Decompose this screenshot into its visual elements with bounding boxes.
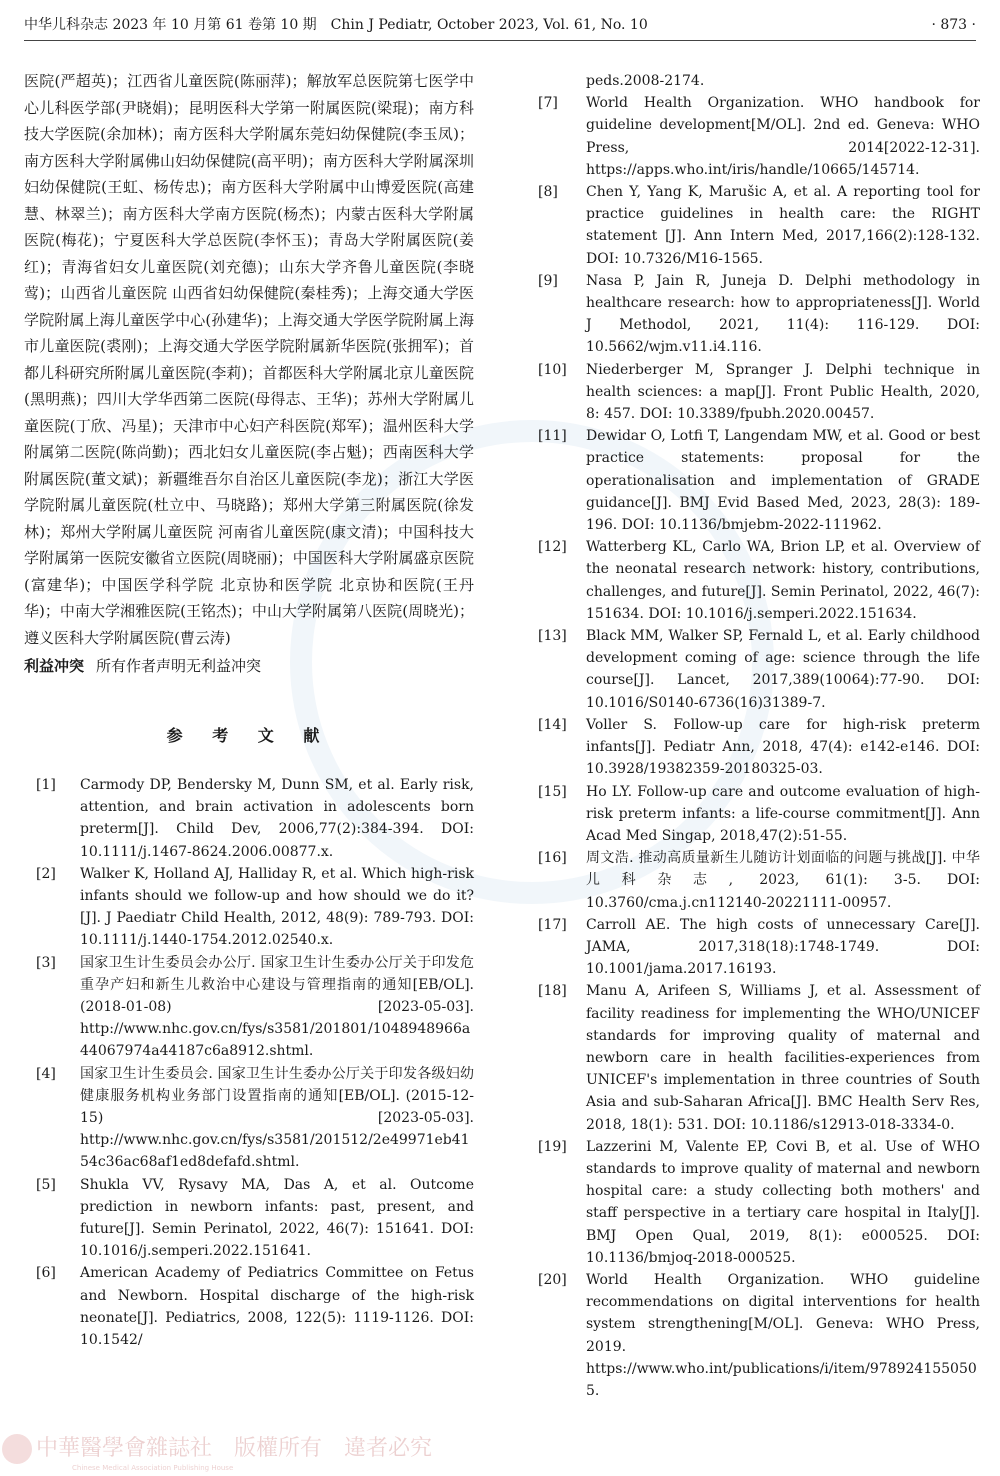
publisher-logo-icon — [2, 1434, 32, 1464]
reference-number: [10] — [538, 361, 567, 378]
reference-text: World Health Organization. WHO handbook for guideline development[M/OL]. 2nd ed. Geneva: WHO Press, 2014[2022-12-31]. https://apps.who.int/iris/handle/10665/145714. — [586, 95, 980, 178]
reference-number: [6] — [36, 1265, 56, 1282]
conflict-of-interest — [24, 653, 474, 679]
reference-text: Manu A, Arifeen S, Williams J, et al. Assessment of facility readiness for implementing the WHO/UNICEF standards for improving quality of maternal and newborn care in health facilities-experiences from UNICEF's implementation in three countries of South Asia and sub-Saharan Africa[J]. BMC Health Serv Res, 2018, 18(1): 531. DOI: 10.1186/s12913-018-3334-0. — [586, 983, 980, 1133]
reference-item — [24, 1262, 474, 1351]
reference-text: World Health Organization. WHO guideline recommendations on digital interventions for health system strengthening[M/OL]. Geneva: WHO Press, 2019. https://www.who.int/publications/i/item/9789241550505. — [586, 1271, 980, 1399]
publisher-watermark — [0, 1432, 460, 1476]
reference-text: Walker K, Holland AJ, Halliday R, et al. Which high-risk infants should we follow-up and how should we do it?[J]. J Paediatr Child Health, 2012, 48(9): 789-793. DOI: 10.1111/j.1440-1754.2012.02540.x. — [80, 865, 474, 949]
reference-item — [536, 625, 980, 714]
running-header — [24, 14, 976, 41]
reference-item — [24, 952, 474, 1063]
reference-number: [20] — [538, 1271, 567, 1288]
reference-number: [5] — [36, 1176, 56, 1193]
reference-text: 国家卫生计生委员会. 国家卫生计生委办公厅关于印发各级妇幼健康服务机构业务部门设置指南的通知[EB/OL]. (2015-12-15) [2023-05-03]. http://www.nhc.gov.cn/fys/s3581/201512/2e49971eb4154c36ac68af1ed8defafd.shtml. — [80, 1065, 474, 1171]
reference-item — [536, 425, 980, 536]
reference-item — [24, 1063, 474, 1174]
reference-item — [536, 270, 980, 359]
conflict-label: 利益冲突 — [24, 657, 85, 675]
reference-number: [9] — [538, 272, 558, 289]
reference-item — [24, 863, 474, 952]
reference-text: Black MM, Walker SP, Fernald L, et al. Early childhood development coming of age: science through the life course[J]. Lancet, 2017,389(10064):77-90. DOI: 10.1016/S0140-6736(16)31389-7. — [586, 628, 980, 711]
reference-number: [17] — [538, 916, 567, 933]
reference-number: [13] — [538, 628, 567, 645]
reference-text: Voller S. Follow-up care for high-risk preterm infants[J]. Pediatr Ann, 2018, 47(4): e142-e146. DOI: 10.3928/19382359-20180325-03. — [586, 716, 980, 778]
reference-number: [19] — [538, 1138, 567, 1155]
reference-number: [12] — [538, 539, 567, 556]
reference-text: Watterberg KL, Carlo WA, Brion LP, et al. Overview of the neonatal research network: history, contributions, challenges, and future[J]. Semin Perinatol, 2022, 46(7): 151634. DOI: 10.1016/j.semperi.2022.151634. — [586, 539, 980, 622]
reference-item — [536, 914, 980, 981]
reference-item — [536, 1136, 980, 1269]
reference-number: [18] — [538, 983, 567, 1000]
right-column — [536, 70, 980, 1402]
reference-text: Shukla VV, Rysavy MA, Das A, et al. Outcome prediction in newborn infants: past, present, and future[J]. Semin Perinatol, 2022, 46(7): 151641. DOI: 10.1016/j.semperi.2022.151641. — [80, 1176, 474, 1260]
reference-item — [24, 1174, 474, 1263]
reference-number: [16] — [538, 850, 567, 867]
reference-text: Lazzerini M, Valente EP, Covi B, et al. Use of WHO standards to improve quality of maternal and newborn hospital care: a study collecting both mothers' and staff perspective in a tertiary care hospital in Italy[J]. BMJ Open Qual, 2019, 8(1): e000525. DOI: 10.1136/bmjoq-2018-000525. — [586, 1138, 980, 1266]
reference-item — [536, 536, 980, 625]
reference-text: American Academy of Pediatrics Committee on Fetus and Newborn. Hospital discharge of the high-risk neonate[J]. Pediatrics, 2008, 122(5): 1119-1126. DOI: 10.1542/ — [80, 1265, 474, 1349]
reference-item — [536, 781, 980, 848]
reference-text: Carroll AE. The high costs of unnecessary Care[J]. JAMA, 2017,318(18):1748-1749. DOI: 10.1001/jama.2017.16193. — [586, 916, 980, 978]
publisher-name: 中華醫學會雜誌社 版權所有 違者必究 — [36, 1436, 433, 1461]
reference-number: [11] — [538, 428, 567, 445]
reference-text: 周文浩. 推动高质量新生儿随访计划面临的问题与挑战[J]. 中华儿科杂志, 2023, 61(1): 3-5. DOI: 10.3760/cma.j.cn112140-20221111-00957. — [586, 850, 980, 911]
reference-text: Dewidar O, Lotfi T, Langendam MW, et al. Good or best practice statements: proposal for the operationalisation and implementation of GRADE guidance[J]. BMJ Evid Based Med, 2023, 28(3): 189-196. DOI: 10.1136/bmjebm-2022-111962. — [586, 428, 980, 534]
reference-number: [2] — [36, 865, 56, 882]
reference-number: [15] — [538, 783, 567, 800]
page-number: · 873 · — [931, 17, 976, 33]
journal-citation: 中华儿科杂志 2023 年 10 月第 61 卷第 10 期 Chin J Pediatr, October 2023, Vol. 61, No. 10 — [24, 17, 648, 33]
references-list-right — [536, 92, 980, 1402]
reference-item — [536, 714, 980, 781]
reference-text: Niederberger M, Spranger J. Delphi technique in health sciences: a map[J]. Front Public Health, 2020, 8: 457. DOI: 10.3389/fpubh.2020.00457. — [586, 361, 980, 423]
reference-number: [14] — [538, 716, 567, 733]
left-column — [24, 68, 474, 1351]
publisher-name-en: Chinese Medical Association Publishing House — [72, 1464, 234, 1472]
reference-continuation: peds.2008-2174. — [586, 73, 705, 89]
reference-number: [7] — [538, 95, 558, 112]
reference-item — [536, 980, 980, 1135]
reference-number: [4] — [36, 1065, 56, 1082]
conflict-text: 所有作者声明无利益冲突 — [96, 657, 262, 675]
reference-item — [536, 359, 980, 426]
reference-number: [1] — [36, 777, 56, 793]
reference-text: Carmody DP, Bendersky M, Dunn SM, et al. Early risk, attention, and brain activation in adolescents born preterm[J]. Child Dev, 2006,77(2):384-394. DOI: 10.1111/j.1467-8624.2006.00877.x. — [80, 777, 474, 860]
reference-text: Ho LY. Follow-up care and outcome evaluation of high-risk preterm infants: a life-course commitment[J]. Ann Acad Med Singap, 2018,47(2):51-55. — [586, 783, 980, 844]
reference-item — [536, 181, 980, 270]
reference-number: [8] — [538, 184, 558, 201]
acknowledgment-text: 医院(严超英)；江西省儿童医院(陈丽萍)；解放军总医院第七医学中心儿科医学部(尹晓娟)；昆明医科大学第一附属医院(梁琨)；南方科技大学医院(余加林)；南方医科大学附属东莞妇幼保健院(李玉凤)；南方医科大学附属佛山妇幼保健院(高平明)；南方医科大学附属深圳妇幼保健院(王虹、杨传忠)；南方医科大学附属中山博爱医院(高建慧、林翠兰)；南方医科大学南方医院(杨杰)；内蒙古医科大学附属医院(梅花)；宁夏医科大学总医院(李怀玉)；青岛大学附属医院(姜红)；青海省妇女儿童医院(刘充德)；山东大学齐鲁儿童医院(李晓莺)；山西省儿童医院 山西省妇幼保健院(秦桂秀)；上海交通大学医学院附属上海儿童医学中心(孙建华)；上海交通大学医学院附属上海市儿童医院(裘刚)；上海交通大学医学院附属新华医院(张拥军)；首都儿科研究所附属儿童医院(李莉)；首都医科大学附属北京儿童医院(黑明燕)；四川大学华西第二医院(母得志、王华)；苏州大学附属儿童医院(丁欣、冯星)；天津市中心妇产科医院(郑军)；温州医科大学附属第二医院(陈尚勤)；西北妇女儿童医院(李占魁)；西南医科大学附属医院(董文斌)；新疆维吾尔自治区儿童医院(李龙)；浙江大学医学院附属儿童医院(杜立中、马晓路)；郑州大学第三附属医院(徐发林)；郑州大学附属儿童医院 河南省儿童医院(康文清)；中国科技大学附属第一医院安徽省立医院(周晓丽)；中国医科大学附属盛京医院(富建华)；中国医学科学院 北京协和医学院 北京协和医院(王丹华)；中南大学湘雅医院(王铭杰)；中山大学附属第八医院(周晓光)；遵义医科大学附属医院(曹云涛) — [24, 72, 474, 647]
reference-number: [3] — [36, 954, 56, 971]
reference-item — [24, 774, 474, 863]
reference-item — [536, 847, 980, 914]
references-list-left — [24, 774, 474, 1351]
reference-text: Nasa P, Jain R, Juneja D. Delphi methodology in healthcare research: how to appropriateness[J]. World J Methodol, 2021, 11(4): 116-129. DOI: 10.5662/wjm.v11.i4.116. — [586, 272, 980, 356]
reference-item — [536, 92, 980, 181]
reference-text: 国家卫生计生委员会办公厅. 国家卫生计生委办公厅关于印发危重孕产妇和新生儿救治中心建设与管理指南的通知[EB/OL]. (2018-01-08) [2023-05-03]. http://www.nhc.gov.cn/fys/s3581/201801/1048948966a44067974a44187c6a8912.shtml. — [80, 954, 474, 1060]
reference-text: Chen Y, Yang K, Marušic A, et al. A reporting tool for practice guidelines in health care: the RIGHT statement [J]. Ann Intern Med, 2017,166(2):128-132. DOI: 10.7326/M16-1565. — [586, 184, 980, 267]
references-heading: 参 考 文 献 — [166, 726, 332, 745]
reference-item — [536, 1269, 980, 1402]
